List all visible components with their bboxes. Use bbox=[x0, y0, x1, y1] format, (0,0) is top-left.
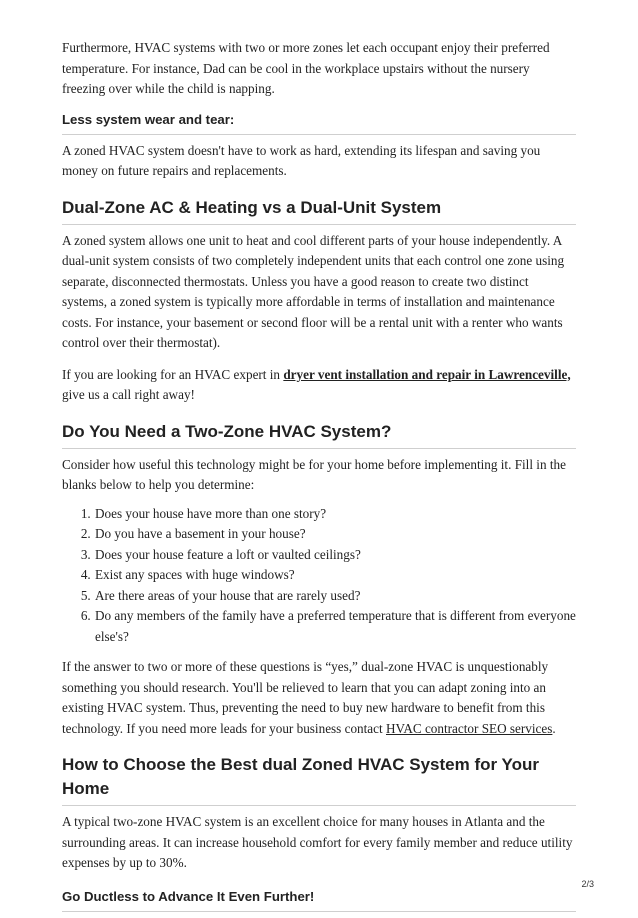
dual-zone-heading: Dual-Zone AC & Heating vs a Dual-Unit System bbox=[62, 196, 576, 225]
answer-text: If the answer to two or more of these questions is “yes,” dual-zone HVAC is unquestionably something you should research. You'll be relieved to learn that you can adapt zoning into an existing HVAC system. Thus, preventing the need to buy new hardware to benefit from this technology. If you need more leads for your business contact bbox=[62, 659, 549, 736]
document-page bbox=[62, 38, 576, 918]
answer-paragraph bbox=[62, 657, 576, 739]
ductless-heading: Go Ductless to Advance It Even Further! bbox=[62, 888, 576, 912]
less-wear-heading: Less system wear and tear: bbox=[62, 111, 576, 135]
question-item: 3. Does your house feature a loft or vaulted ceilings? bbox=[94, 545, 576, 566]
question-list bbox=[62, 504, 576, 648]
choose-paragraph: A typical two-zone HVAC system is an excellent choice for many houses in Atlanta and the surrounding areas. It can increase household comfort for every family member and reduce utility expenses by up to 30%. bbox=[62, 814, 573, 870]
dryer-vent-link[interactable]: dryer vent installation and repair in Lawrenceville, bbox=[283, 366, 571, 382]
page-number: 2/3 bbox=[581, 879, 594, 889]
two-zone-intro: Consider how useful this technology might be for your home before implementing it. Fill in the blanks below to help you determine: bbox=[62, 456, 566, 492]
question-item: 2. Do you have a basement in your house? bbox=[94, 524, 576, 545]
question-item: 6. Do any members of the family have a preferred temperature that is different from everyone else's? bbox=[94, 606, 576, 647]
less-wear-paragraph: A zoned HVAC system doesn't have to work as hard, extending its lifespan and saving you money on future repairs and replacements. bbox=[62, 142, 541, 178]
seo-services-link[interactable]: HVAC contractor SEO services bbox=[385, 720, 553, 736]
dryer-vent-cta bbox=[62, 365, 576, 406]
question-item: 5. Are there areas of your house that are rarely used? bbox=[94, 586, 576, 607]
question-item: 4. Exist any spaces with huge windows? bbox=[94, 565, 576, 586]
answer-end: . bbox=[552, 720, 556, 736]
dual-zone-paragraph: A zoned system allows one unit to heat and cool different parts of your house independently. A dual-unit system consists of two completely independent units that each control one zone using separate, disconnected thermostats. Unless you have a good reason to create two distinct systems, a zoned system is typically more affordable in terms of installation and maintenance costs. For instance, your basement or second floor will be a rental unit with a renter who wants control over their thermostat). bbox=[62, 232, 565, 350]
question-item: 1. Does your house have more than one story? bbox=[94, 504, 576, 525]
choose-heading: How to Choose the Best dual Zoned HVAC System for Your Home bbox=[62, 753, 576, 806]
cta-suffix: give us a call right away! bbox=[62, 387, 195, 402]
two-zone-heading: Do You Need a Two-Zone HVAC System? bbox=[62, 420, 576, 449]
intro-paragraph: Furthermore, HVAC systems with two or more zones let each occupant enjoy their preferred temperature. For instance, Dad can be cool in the workplace upstairs without the nursery freezing over while the child is napping. bbox=[62, 40, 550, 96]
cta-prefix: If you are looking for an HVAC expert in bbox=[62, 366, 284, 382]
